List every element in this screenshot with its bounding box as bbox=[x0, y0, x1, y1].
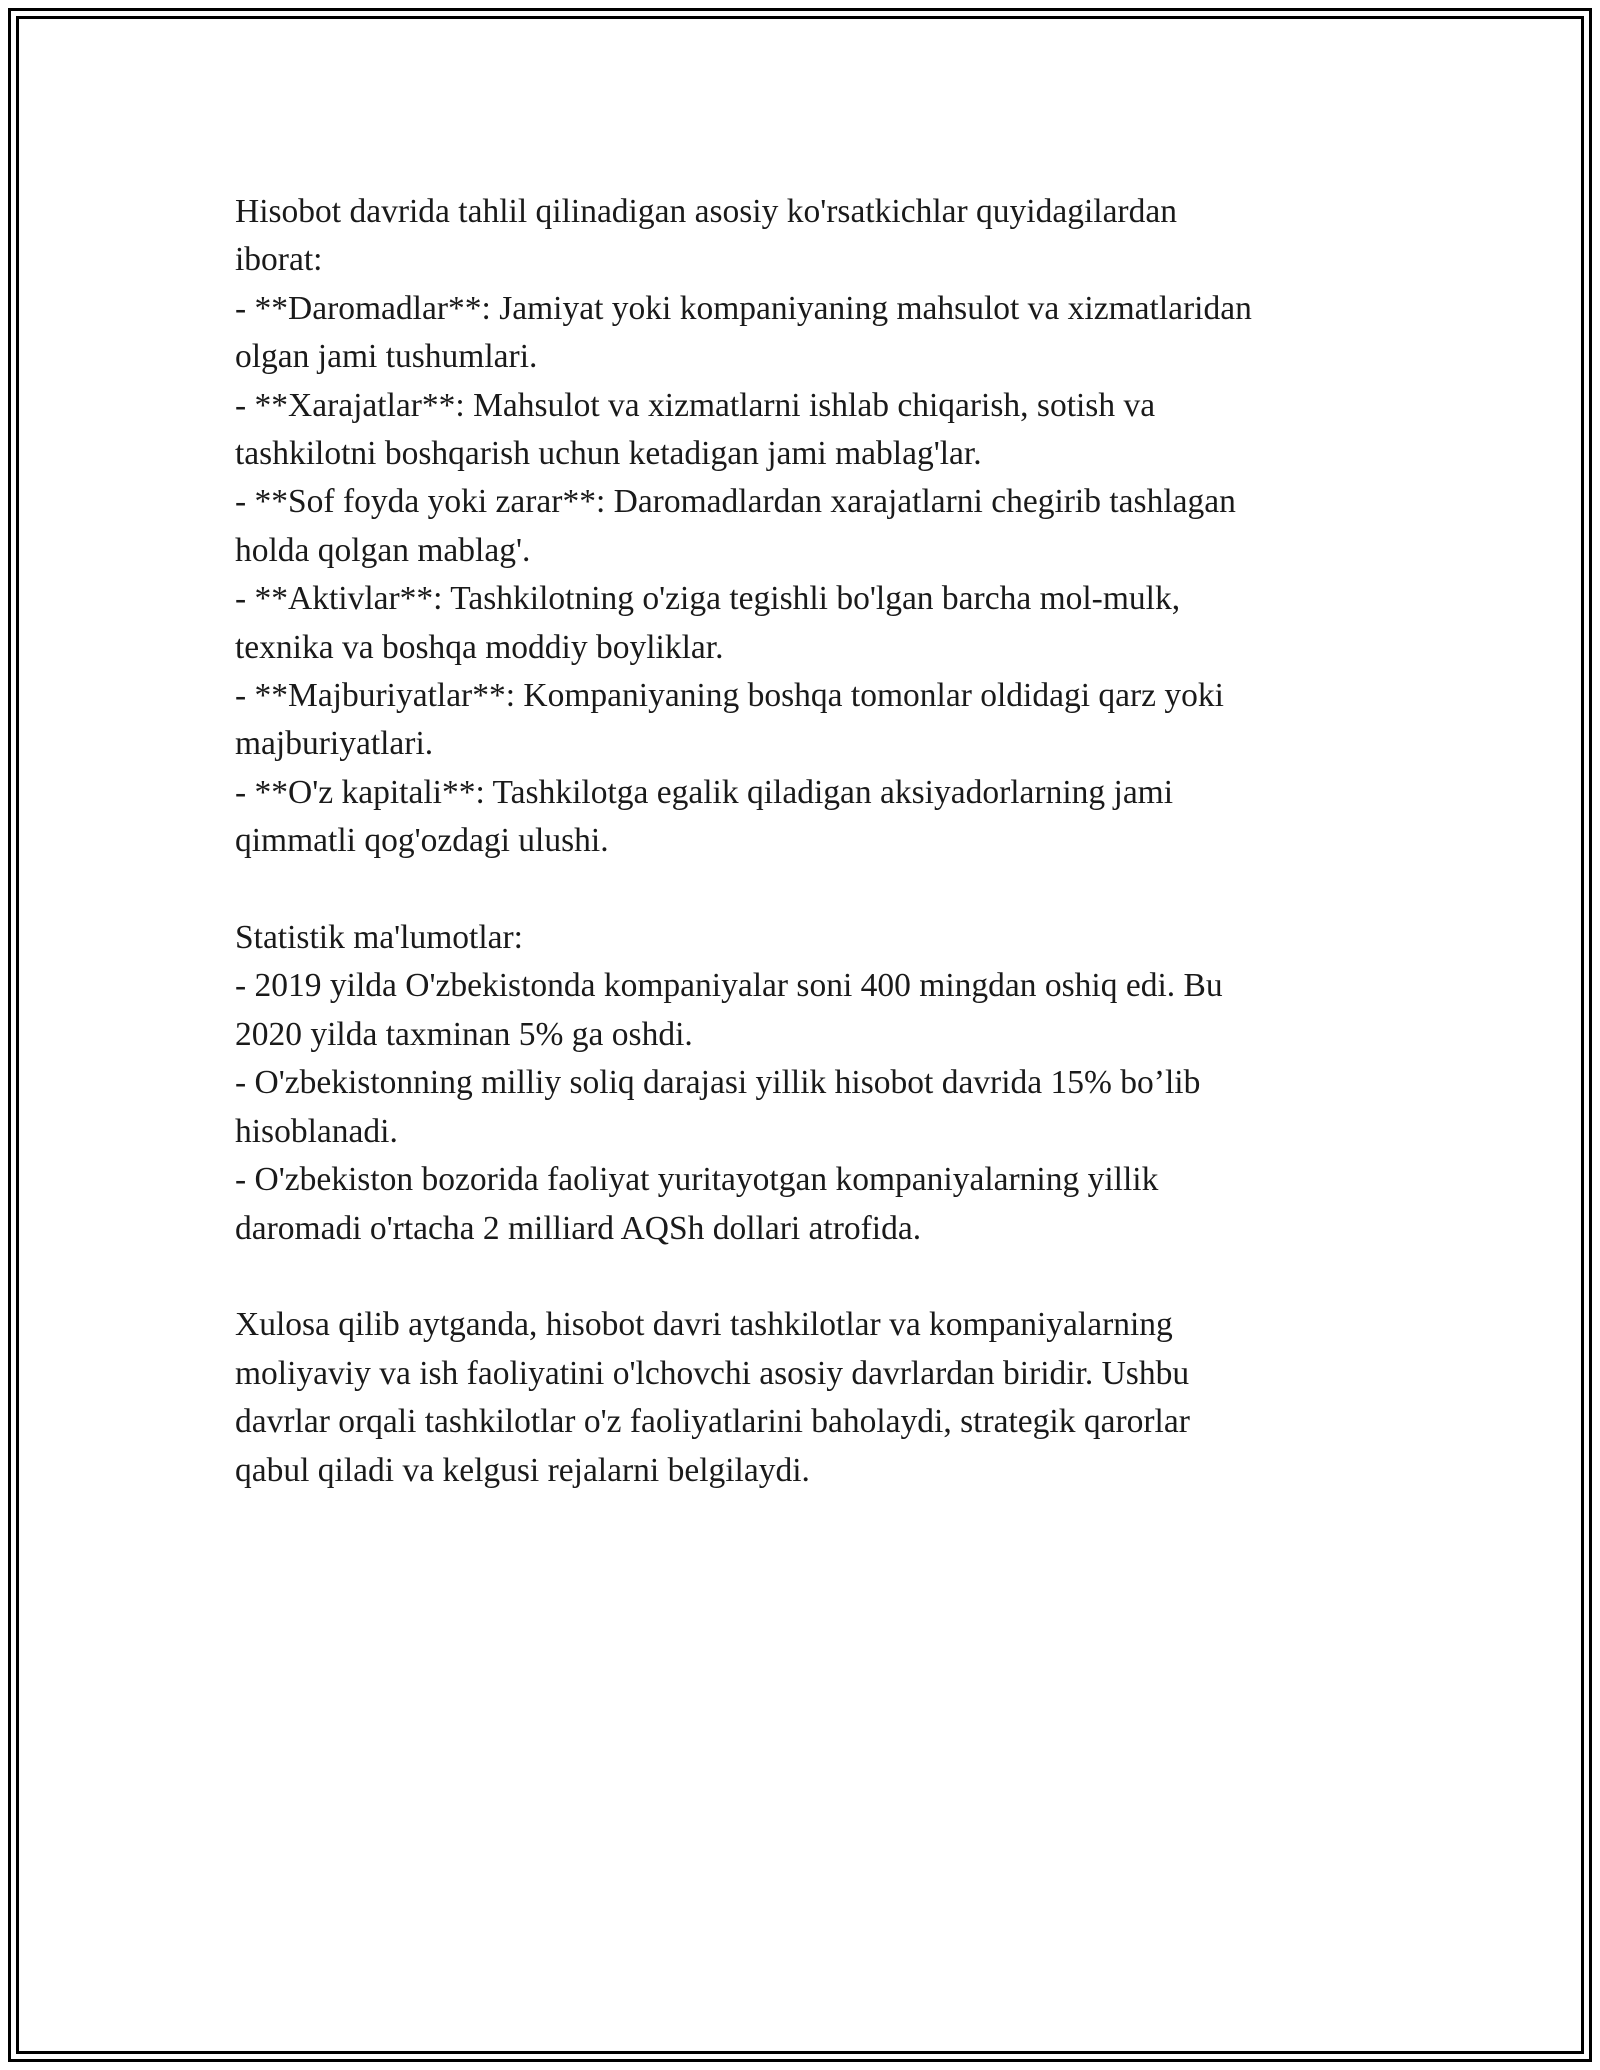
list-item: - 2019 yilda O'zbekistonda kompaniyalar soni 400 mingdan oshiq edi. Bu bbox=[235, 967, 1223, 1005]
indicators-list bbox=[235, 285, 1365, 866]
text-line: holda qolgan mablag'. bbox=[235, 531, 531, 569]
text-line: tashkilotni boshqarish uchun ketadigan jami mablag'lar. bbox=[235, 435, 982, 473]
list-item: - **Majburiyatlar**: Kompaniyaning boshqa tomonlar oldidagi qarz yoki bbox=[235, 677, 1224, 715]
text-line: qabul qiladi va kelgusi rejalarni belgilaydi. bbox=[235, 1451, 810, 1489]
list-item: - **Xarajatlar**: Mahsulot va xizmatlarni ishlab chiqarish, sotish va bbox=[235, 386, 1156, 424]
text-line: qimmatli qog'ozdagi ulushi. bbox=[235, 822, 609, 860]
list-item: - **Aktivlar**: Tashkilotning o'ziga tegishli bo'lgan barcha mol-mulk, bbox=[235, 580, 1181, 618]
text-line: moliyaviy va ish faoliyatini o'lchovchi asosiy davrlardan biridir. Ushbu bbox=[235, 1354, 1190, 1392]
conclusion-paragraph bbox=[235, 1301, 1365, 1495]
paragraph-gap bbox=[235, 866, 1365, 914]
list-item: - O'zbekistonning milliy soliq darajasi yillik hisobot davrida 15% bo’lib bbox=[235, 1064, 1201, 1102]
text-line: daromadi o'rtacha 2 milliard AQSh dollari atrofida. bbox=[235, 1209, 922, 1247]
text-line: texnika va boshqa moddiy boyliklar. bbox=[235, 628, 724, 666]
text-line: 2020 yilda taxminan 5% ga oshdi. bbox=[235, 1015, 693, 1053]
statistics-section bbox=[235, 914, 1365, 1253]
list-item: - **Sof foyda yoki zarar**: Daromadlardan xarajatlarni chegirib tashlagan bbox=[235, 483, 1236, 521]
section-heading: Statistik ma'lumotlar: bbox=[235, 919, 523, 957]
text-line: olgan jami tushumlari. bbox=[235, 338, 538, 376]
list-item: - **Daromadlar**: Jamiyat yoki kompaniyaning mahsulot va xizmatlaridan bbox=[235, 289, 1252, 327]
paragraph-gap bbox=[235, 1253, 1365, 1301]
document-body bbox=[235, 188, 1365, 1495]
text-line: hisoblanadi. bbox=[235, 1112, 398, 1150]
text-line: davrlar orqali tashkilotlar o'z faoliyatlarini baholaydi, strategik qarorlar bbox=[235, 1403, 1190, 1441]
text-line: iborat: bbox=[235, 241, 323, 279]
list-item: - **O'z kapitali**: Tashkilotga egalik qiladigan aksiyadorlarning jami bbox=[235, 773, 1174, 811]
text-line: majburiyatlari. bbox=[235, 725, 434, 763]
intro-paragraph bbox=[235, 188, 1365, 285]
text-line: Hisobot davrida tahlil qilinadigan asosiy ko'rsatkichlar quyidagilardan bbox=[235, 193, 1177, 230]
text-line: Xulosa qilib aytganda, hisobot davri tashkilotlar va kompaniyalarning bbox=[235, 1306, 1173, 1344]
list-item: - O'zbekiston bozorida faoliyat yuritayotgan kompaniyalarning yillik bbox=[235, 1161, 1159, 1199]
